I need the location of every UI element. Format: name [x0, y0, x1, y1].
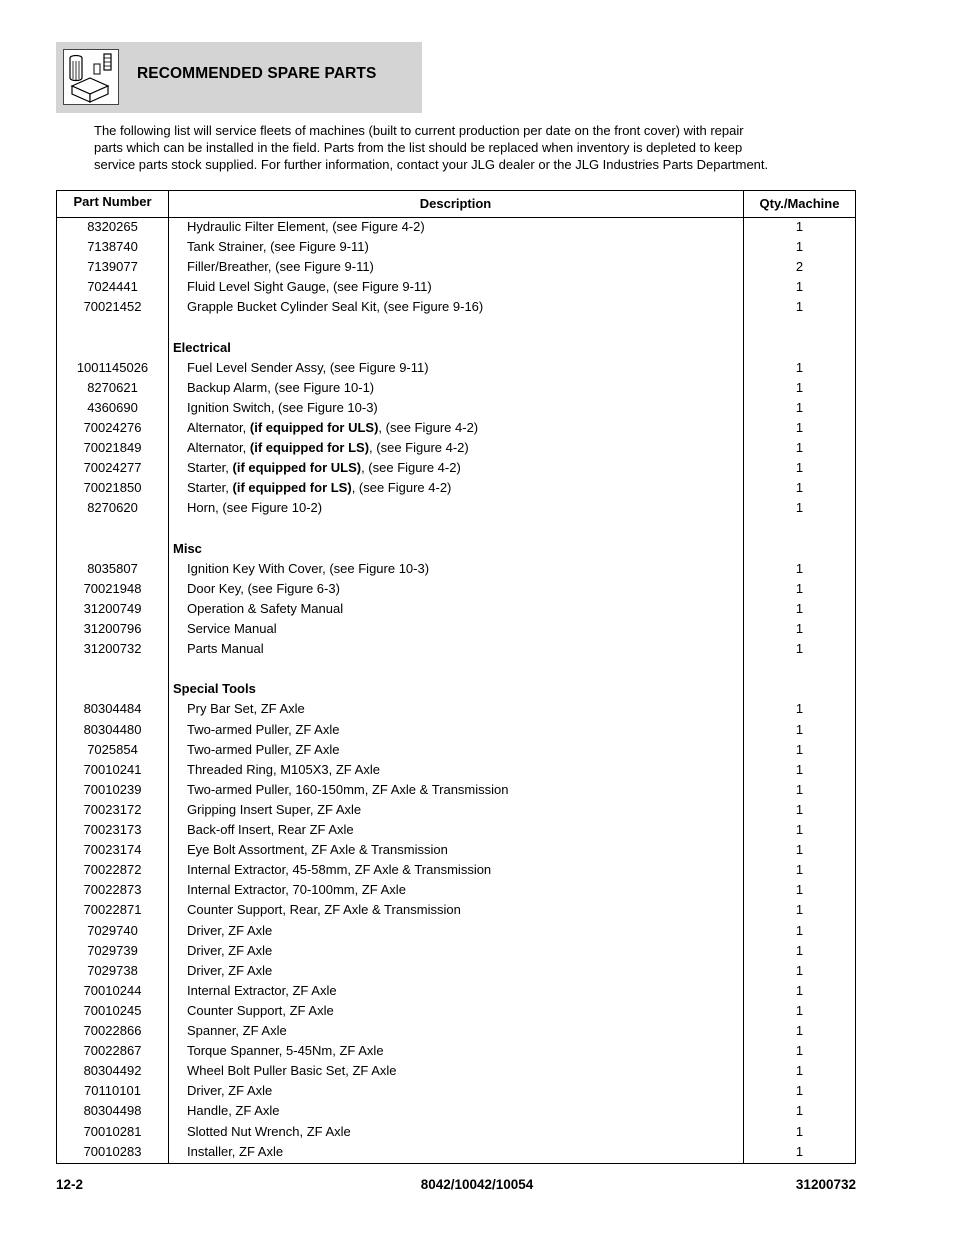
table-row [57, 277, 855, 297]
quantity-cell: 1 [795, 621, 804, 636]
footer-page-number: 12-2 [56, 1177, 84, 1192]
quantity-cell: 1 [795, 299, 804, 315]
part-number-cell: 7024441 [87, 279, 138, 295]
table-row [57, 1061, 855, 1081]
section-heading: Misc [173, 540, 202, 556]
description-cell: Backup Alarm, (see Figure 10-1) [187, 379, 375, 395]
quantity-cell: 1 [795, 1063, 804, 1079]
spare-parts-icon [63, 49, 119, 105]
section-heading: Special Tools [173, 681, 256, 697]
description-cell: Eye Bolt Assortment, ZF Axle & Transmission [187, 842, 448, 858]
table-row [57, 720, 855, 740]
table-row [57, 358, 855, 378]
intro-line: service parts stock supplied. For further information, contact your JLG dealer or the JLG Industries Parts Department. [94, 157, 769, 172]
part-number-cell: 31200732 [83, 641, 142, 657]
description-cell: Service Manual [187, 621, 277, 636]
table-row [57, 458, 855, 478]
table-row [57, 398, 855, 418]
table-row [57, 639, 855, 659]
quantity-cell: 1 [795, 1083, 804, 1099]
table-row [57, 217, 855, 237]
table-row [57, 800, 855, 820]
table-row [57, 1021, 855, 1041]
table-row [57, 1101, 855, 1121]
description-cell: Internal Extractor, ZF Axle [187, 982, 337, 998]
table-row [57, 820, 855, 840]
description-cell: Driver, ZF Axle [187, 1083, 273, 1099]
description-cell: Back-off Insert, Rear ZF Axle [187, 822, 354, 837]
table-row [57, 1122, 855, 1142]
header-part-number: Part Number [73, 194, 152, 209]
intro-line: parts which can be installed in the field. Parts from the list should be replaced when inventory is depleted to keep [94, 140, 743, 155]
description-cell: Gripping Insert Super, ZF Axle [187, 801, 362, 817]
footer-models: 8042/10042/10054 [420, 1177, 534, 1192]
quantity-cell: 1 [795, 580, 804, 596]
part-number-cell: 70021452 [83, 299, 142, 315]
part-number-cell: 70010245 [83, 1002, 142, 1018]
description-text: Starter, [187, 460, 233, 476]
part-number-cell: 4360690 [87, 399, 138, 415]
table-row [57, 1142, 855, 1162]
description-cell: Counter Support, ZF Axle [187, 1002, 334, 1018]
quantity-cell: 1 [795, 741, 804, 757]
equipment-condition: (if equipped for LS) [232, 480, 352, 496]
table-row [57, 438, 855, 458]
table-row [57, 880, 855, 900]
table-row [57, 559, 855, 579]
table-row [57, 740, 855, 760]
description-cell: Driver, ZF Axle [187, 962, 273, 978]
description-text: Starter, [187, 480, 233, 496]
part-number-cell: 8270621 [87, 379, 138, 395]
table-row [57, 378, 855, 398]
quantity-cell: 1 [795, 600, 804, 616]
quantity-cell: 1 [795, 842, 804, 858]
quantity-cell: 1 [795, 822, 804, 837]
part-number-cell: 70021948 [83, 580, 142, 596]
description-cell: Tank Strainer, (see Figure 9-11) [187, 239, 369, 255]
description-cell: Door Key, (see Figure 6-3) [187, 580, 340, 596]
intro-line: The following list will service fleets of machines (built to current production per date on the front cover) with repair [94, 123, 744, 138]
part-number-cell: 70110101 [84, 1083, 141, 1099]
header-description: Description [419, 196, 492, 211]
quantity-cell: 1 [795, 359, 804, 375]
quantity-cell: 1 [795, 1123, 804, 1139]
section-heading: Electrical [173, 339, 231, 355]
description-cell: Internal Extractor, 45-58mm, ZF Axle & Transmission [187, 862, 492, 878]
description-text: Alternator, [187, 420, 250, 435]
part-number-cell: 70023174 [83, 842, 142, 858]
quantity-cell: 1 [795, 1103, 804, 1119]
table-row [57, 860, 855, 880]
quantity-cell: 1 [795, 440, 804, 456]
part-number-cell: 31200796 [83, 621, 142, 636]
quantity-cell: 1 [795, 862, 804, 878]
figure-reference: , (see Figure 4-2) [378, 420, 479, 435]
quantity-cell: 1 [795, 219, 804, 234]
part-number-cell: 70022866 [83, 1023, 142, 1038]
description-cell: Ignition Switch, (see Figure 10-3) [187, 399, 378, 415]
part-number-cell: 7029738 [87, 962, 138, 978]
figure-reference: , (see Figure 4-2) [361, 460, 461, 476]
table-row [57, 498, 855, 518]
table-row [57, 961, 855, 981]
description-cell: Operation & Safety Manual [187, 600, 344, 616]
quantity-cell: 1 [795, 942, 804, 958]
part-number-cell: 70010244 [83, 982, 142, 998]
part-number-cell: 7138740 [87, 239, 138, 255]
description-cell: Installer, ZF Axle [187, 1143, 284, 1159]
part-number-cell: 80304498 [83, 1103, 142, 1119]
quantity-cell: 1 [795, 801, 804, 817]
description-cell: Driver, ZF Axle [187, 942, 273, 958]
part-number-cell: 7029739 [87, 942, 138, 958]
description-cell: Two-armed Puller, ZF Axle [187, 741, 340, 757]
description-cell: Driver, ZF Axle [187, 922, 273, 938]
part-number-cell: 8270620 [87, 500, 138, 516]
description-cell [187, 418, 478, 438]
equipment-condition: (if equipped for ULS) [232, 460, 362, 476]
table-row [57, 418, 855, 438]
quantity-cell: 1 [795, 1143, 804, 1159]
description-cell: Fuel Level Sender Assy, (see Figure 9-11) [187, 359, 429, 375]
part-number-cell: 80304484 [83, 701, 142, 717]
description-cell: Torque Spanner, 5-45Nm, ZF Axle [187, 1043, 384, 1059]
table-row [57, 1081, 855, 1101]
part-number-cell: 70010281 [83, 1123, 142, 1139]
quantity-cell: 1 [795, 641, 804, 657]
part-number-cell: 7029740 [87, 922, 138, 938]
description-cell: Wheel Bolt Puller Basic Set, ZF Axle [187, 1063, 397, 1079]
table-row [57, 840, 855, 860]
description-cell: Grapple Bucket Cylinder Seal Kit, (see Figure 9-16) [187, 299, 484, 315]
part-number-cell: 70022867 [83, 1043, 142, 1059]
description-cell: Two-armed Puller, 160-150mm, ZF Axle & Transmission [187, 781, 509, 797]
table-row [57, 1001, 855, 1021]
footer-doc-number: 31200732 [795, 1177, 856, 1192]
part-number-cell: 8320265 [87, 219, 138, 234]
quantity-cell: 1 [795, 279, 804, 295]
quantity-cell: 1 [795, 761, 804, 777]
part-number-cell: 70010283 [83, 1143, 142, 1159]
part-number-cell: 80304480 [83, 721, 142, 737]
description-cell: Two-armed Puller, ZF Axle [187, 721, 340, 737]
table-row [57, 981, 855, 1001]
figure-reference: , (see Figure 4-2) [351, 480, 452, 496]
part-number-cell: 70024276 [83, 420, 142, 435]
description-cell: Fluid Level Sight Gauge, (see Figure 9-11) [187, 279, 432, 295]
table-row [57, 478, 855, 498]
page-title: RECOMMENDED SPARE PARTS [137, 65, 377, 82]
part-number-cell: 70022873 [83, 882, 142, 898]
table-row [57, 1041, 855, 1061]
quantity-cell: 2 [795, 259, 804, 275]
spare-parts-table [56, 190, 856, 1164]
part-number-cell: 80304492 [83, 1063, 142, 1079]
description-cell: Ignition Key With Cover, (see Figure 10-3) [187, 560, 430, 576]
quantity-cell: 1 [795, 1023, 804, 1038]
quantity-cell: 1 [795, 1002, 804, 1018]
quantity-cell: 1 [795, 902, 804, 918]
quantity-cell: 1 [795, 379, 804, 395]
description-cell: Parts Manual [187, 641, 264, 657]
table-row [57, 941, 855, 961]
equipment-condition: (if equipped for LS) [249, 440, 370, 456]
part-number-cell: 7025854 [87, 741, 138, 757]
description-cell [187, 458, 461, 478]
part-number-cell: 70022872 [83, 862, 142, 878]
table-row [57, 599, 855, 619]
part-number-cell: 70010239 [83, 781, 142, 797]
part-number-cell: 70024277 [83, 460, 142, 476]
quantity-cell: 1 [795, 480, 804, 496]
quantity-cell: 1 [795, 982, 804, 998]
equipment-condition: (if equipped for ULS) [249, 420, 379, 435]
quantity-cell: 1 [795, 922, 804, 938]
description-cell: Spanner, ZF Axle [187, 1023, 287, 1038]
description-cell: Filler/Breather, (see Figure 9-11) [187, 259, 374, 275]
part-number-cell: 70021850 [83, 480, 142, 496]
part-number-cell: 1001145026 [76, 359, 149, 375]
table-row [57, 921, 855, 941]
part-number-cell: 31200749 [83, 600, 142, 616]
part-number-cell: 8035807 [87, 560, 138, 576]
table-row [57, 237, 855, 257]
description-text: Alternator, [187, 440, 250, 456]
quantity-cell: 1 [795, 420, 804, 435]
table-row [57, 699, 855, 719]
table-row [57, 780, 855, 800]
description-cell: Threaded Ring, M105X3, ZF Axle [187, 761, 380, 777]
figure-reference: , (see Figure 4-2) [369, 440, 469, 456]
quantity-cell: 1 [795, 460, 804, 476]
quantity-cell: 1 [795, 399, 804, 415]
description-cell: Handle, ZF Axle [187, 1103, 280, 1119]
part-number-cell: 70022871 [83, 902, 142, 918]
description-cell: Horn, (see Figure 10-2) [187, 500, 323, 516]
part-number-cell: 70021849 [83, 440, 142, 456]
quantity-cell: 1 [795, 239, 804, 255]
table-row [57, 900, 855, 920]
part-number-cell: 7139077 [87, 259, 138, 275]
table-row [57, 579, 855, 599]
table-row [57, 257, 855, 277]
quantity-cell: 1 [795, 781, 804, 797]
quantity-cell: 1 [795, 721, 804, 737]
description-cell [187, 438, 469, 458]
quantity-cell: 1 [795, 1043, 804, 1059]
description-cell: Slotted Nut Wrench, ZF Axle [187, 1123, 351, 1139]
part-number-cell: 70023173 [83, 822, 142, 837]
quantity-cell: 1 [795, 560, 804, 576]
quantity-cell: 1 [795, 962, 804, 978]
table-row [57, 297, 855, 317]
part-number-cell: 70010241 [83, 761, 142, 777]
quantity-cell: 1 [795, 500, 804, 516]
header-qty: Qty./Machine [759, 196, 840, 211]
table-row [57, 619, 855, 639]
description-cell: Pry Bar Set, ZF Axle [187, 701, 305, 717]
description-cell: Counter Support, Rear, ZF Axle & Transmission [187, 902, 461, 918]
quantity-cell: 1 [795, 882, 804, 898]
table-row [57, 760, 855, 780]
intro-paragraph [94, 122, 834, 173]
quantity-cell: 1 [795, 701, 804, 717]
description-cell [187, 478, 451, 498]
description-cell: Internal Extractor, 70-100mm, ZF Axle [187, 882, 406, 898]
description-cell: Hydraulic Filter Element, (see Figure 4-2) [187, 219, 425, 234]
part-number-cell: 70023172 [83, 801, 142, 817]
